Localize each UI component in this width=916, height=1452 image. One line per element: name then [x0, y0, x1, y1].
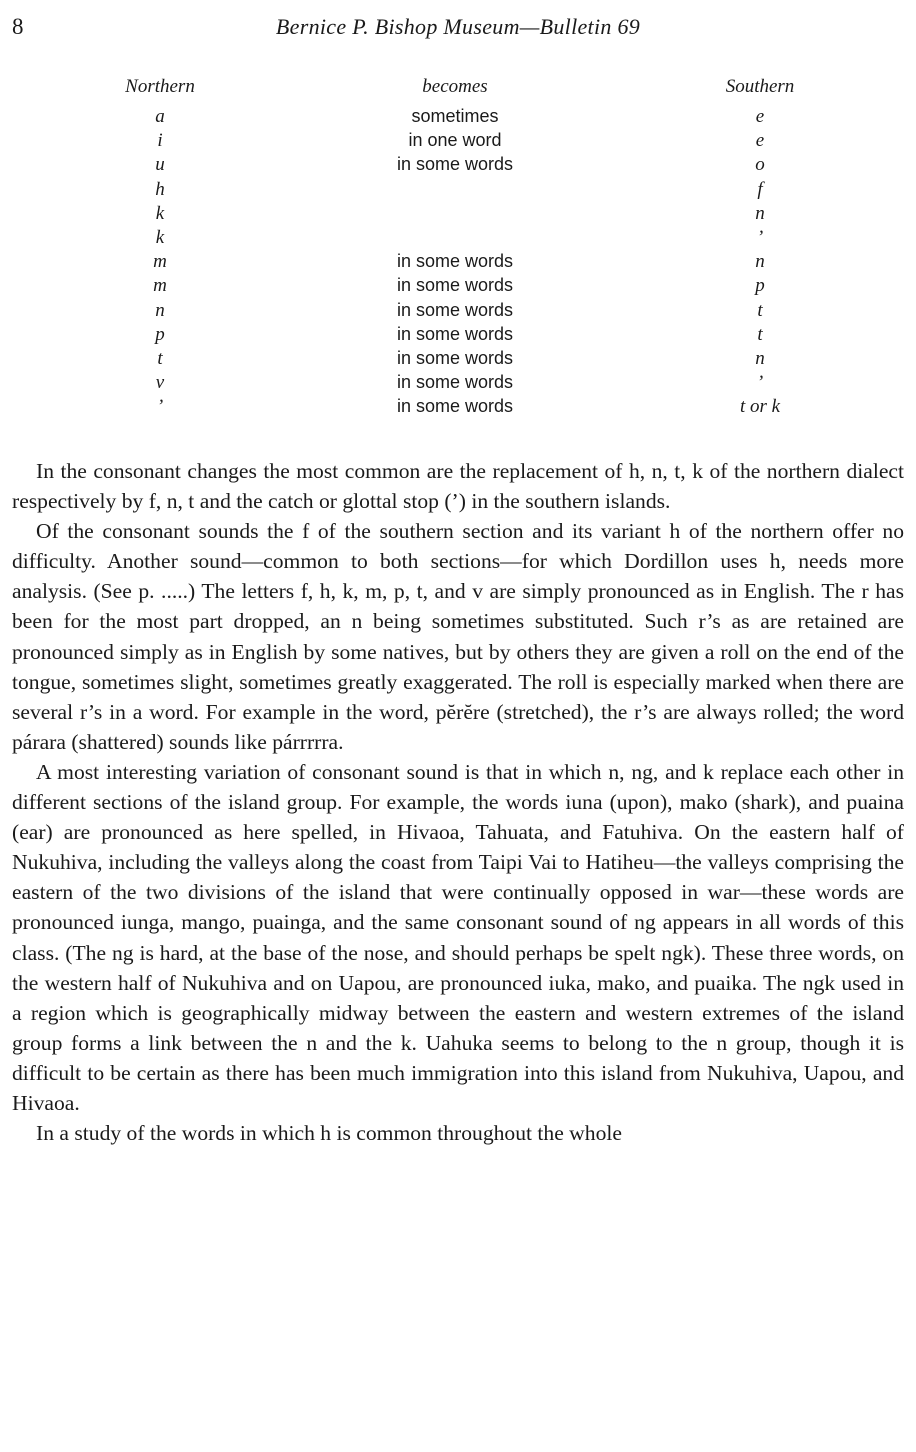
- condition-cell: in some words: [396, 372, 514, 393]
- table-row: [0, 203, 916, 227]
- paragraph-consonant-sounds: Of the consonant sounds the f of the southern section and its variant h of the northern offer no difficulty. Another sound—common to both sections—for which Dordillon uses h, needs more analysis. (See p. .....) The letters f, h, k, m, p, t, and v are simply pronounced as in English. The r has been for the most part dropped, an n being sometimes substituted. Such r’s as are retained are pronounced simply as in English by some natives, but by others they are given a roll on the end of the tongue, sometimes slight, sometimes greatly exaggerated. The roll is especially marked when there are several r’s in a word. For example in the word, pĕrĕre (stretched), the r’s are always rolled; the word párara (shattered) sounds like párrrrra.: [12, 519, 904, 754]
- condition-cell: in some words: [396, 396, 514, 417]
- table-row: [0, 275, 916, 299]
- southern-cell: e: [755, 130, 765, 152]
- northern-cell: a: [155, 106, 165, 127]
- running-title: Bernice P. Bishop Museum—Bulletin 69: [275, 14, 641, 39]
- condition-cell: sometimes: [411, 106, 499, 126]
- column-header-southern: Southern: [725, 76, 795, 97]
- consonant-change-table: [0, 76, 916, 420]
- paragraph-consonant-variation: A most interesting variation of consonant sound is that in which n, ng, and k replace each other in different sections of the island group. For example, the words iuna (upon), mako (shark), and puaina (ear) are pronounced as here spelled, in Hivaoa, Tahuata, and Fatuhiva. On the eastern half of Nukuhiva, including the valleys along the coast from Taipi Vai to Hatiheu—the valleys comprising the eastern of the two divisions of the island that were continually opposed in war—these words are pronounced iunga, mango, puainga, and the same consonant sound of ng appears in all words of this class. (The ng is hard, at the base of the nose, and should perhaps be spelt ngk). These three words, on the western half of Nukuhiva and on Uapou, are pronounced iuka, mako, and puaika. The ngk used in a region which is geographically midway between the eastern and western extremes of the island group forms a link between the n and the k. Uahuka seems to belong to the n group, though it is difficult to be certain as there has been much immigration into this island from Nukuhiva, Uapou, and Hivaoa.: [12, 759, 904, 1115]
- southern-cell: t or k: [739, 396, 781, 418]
- condition-cell: in one word: [408, 130, 502, 151]
- northern-cell: m: [153, 251, 167, 273]
- condition-cell: in some words: [396, 154, 514, 175]
- northern-cell: t: [157, 347, 163, 369]
- condition-cell: in some words: [396, 275, 514, 296]
- northern-cell: k: [155, 202, 165, 224]
- southern-cell: e: [755, 106, 765, 127]
- table-header-row: [0, 76, 916, 106]
- body-text: [12, 456, 904, 1148]
- condition-cell: in some words: [396, 251, 514, 272]
- table-row: [0, 372, 916, 396]
- northern-cell: ’: [156, 396, 164, 418]
- northern-cell: k: [155, 226, 165, 248]
- condition-cell: in some words: [396, 299, 514, 320]
- table-row: [0, 348, 916, 372]
- table-row: [0, 227, 916, 251]
- southern-cell: t: [757, 323, 763, 345]
- southern-cell: f: [757, 178, 763, 200]
- table-row: [0, 251, 916, 275]
- table-row: [0, 130, 916, 154]
- page-number: 8: [12, 14, 24, 39]
- southern-cell: ’: [756, 226, 764, 248]
- northern-cell: u: [155, 154, 165, 176]
- northern-cell: m: [153, 275, 167, 297]
- table-row: [0, 106, 916, 130]
- table-row: [0, 324, 916, 348]
- table-row: [0, 179, 916, 203]
- condition-cell: in some words: [396, 323, 514, 344]
- southern-cell: n: [755, 251, 765, 273]
- northern-cell: i: [157, 130, 163, 152]
- southern-cell: o: [755, 154, 765, 176]
- southern-cell: t: [757, 299, 763, 321]
- paragraph-h-study: In a study of the words in which h is common throughout the whole: [36, 1121, 622, 1146]
- condition-cell: in some words: [396, 347, 514, 368]
- northern-cell: p: [155, 323, 165, 345]
- northern-cell: v: [155, 372, 165, 394]
- northern-cell: n: [155, 299, 165, 321]
- column-header-northern: Northern: [125, 76, 195, 97]
- southern-cell: p: [755, 275, 765, 297]
- northern-cell: h: [155, 178, 165, 200]
- table-row: [0, 396, 916, 420]
- southern-cell: n: [755, 347, 765, 369]
- column-header-becomes: becomes: [422, 76, 488, 97]
- southern-cell: ’: [756, 372, 764, 394]
- table-row: [0, 300, 916, 324]
- paragraph-consonant-changes: In the consonant changes the most common are the replacement of h, n, t, k of the northern dialect respectively by f, n, t and the catch or glottal stop (’) in the southern islands.: [12, 459, 904, 514]
- table-row: [0, 154, 916, 178]
- southern-cell: n: [755, 202, 765, 224]
